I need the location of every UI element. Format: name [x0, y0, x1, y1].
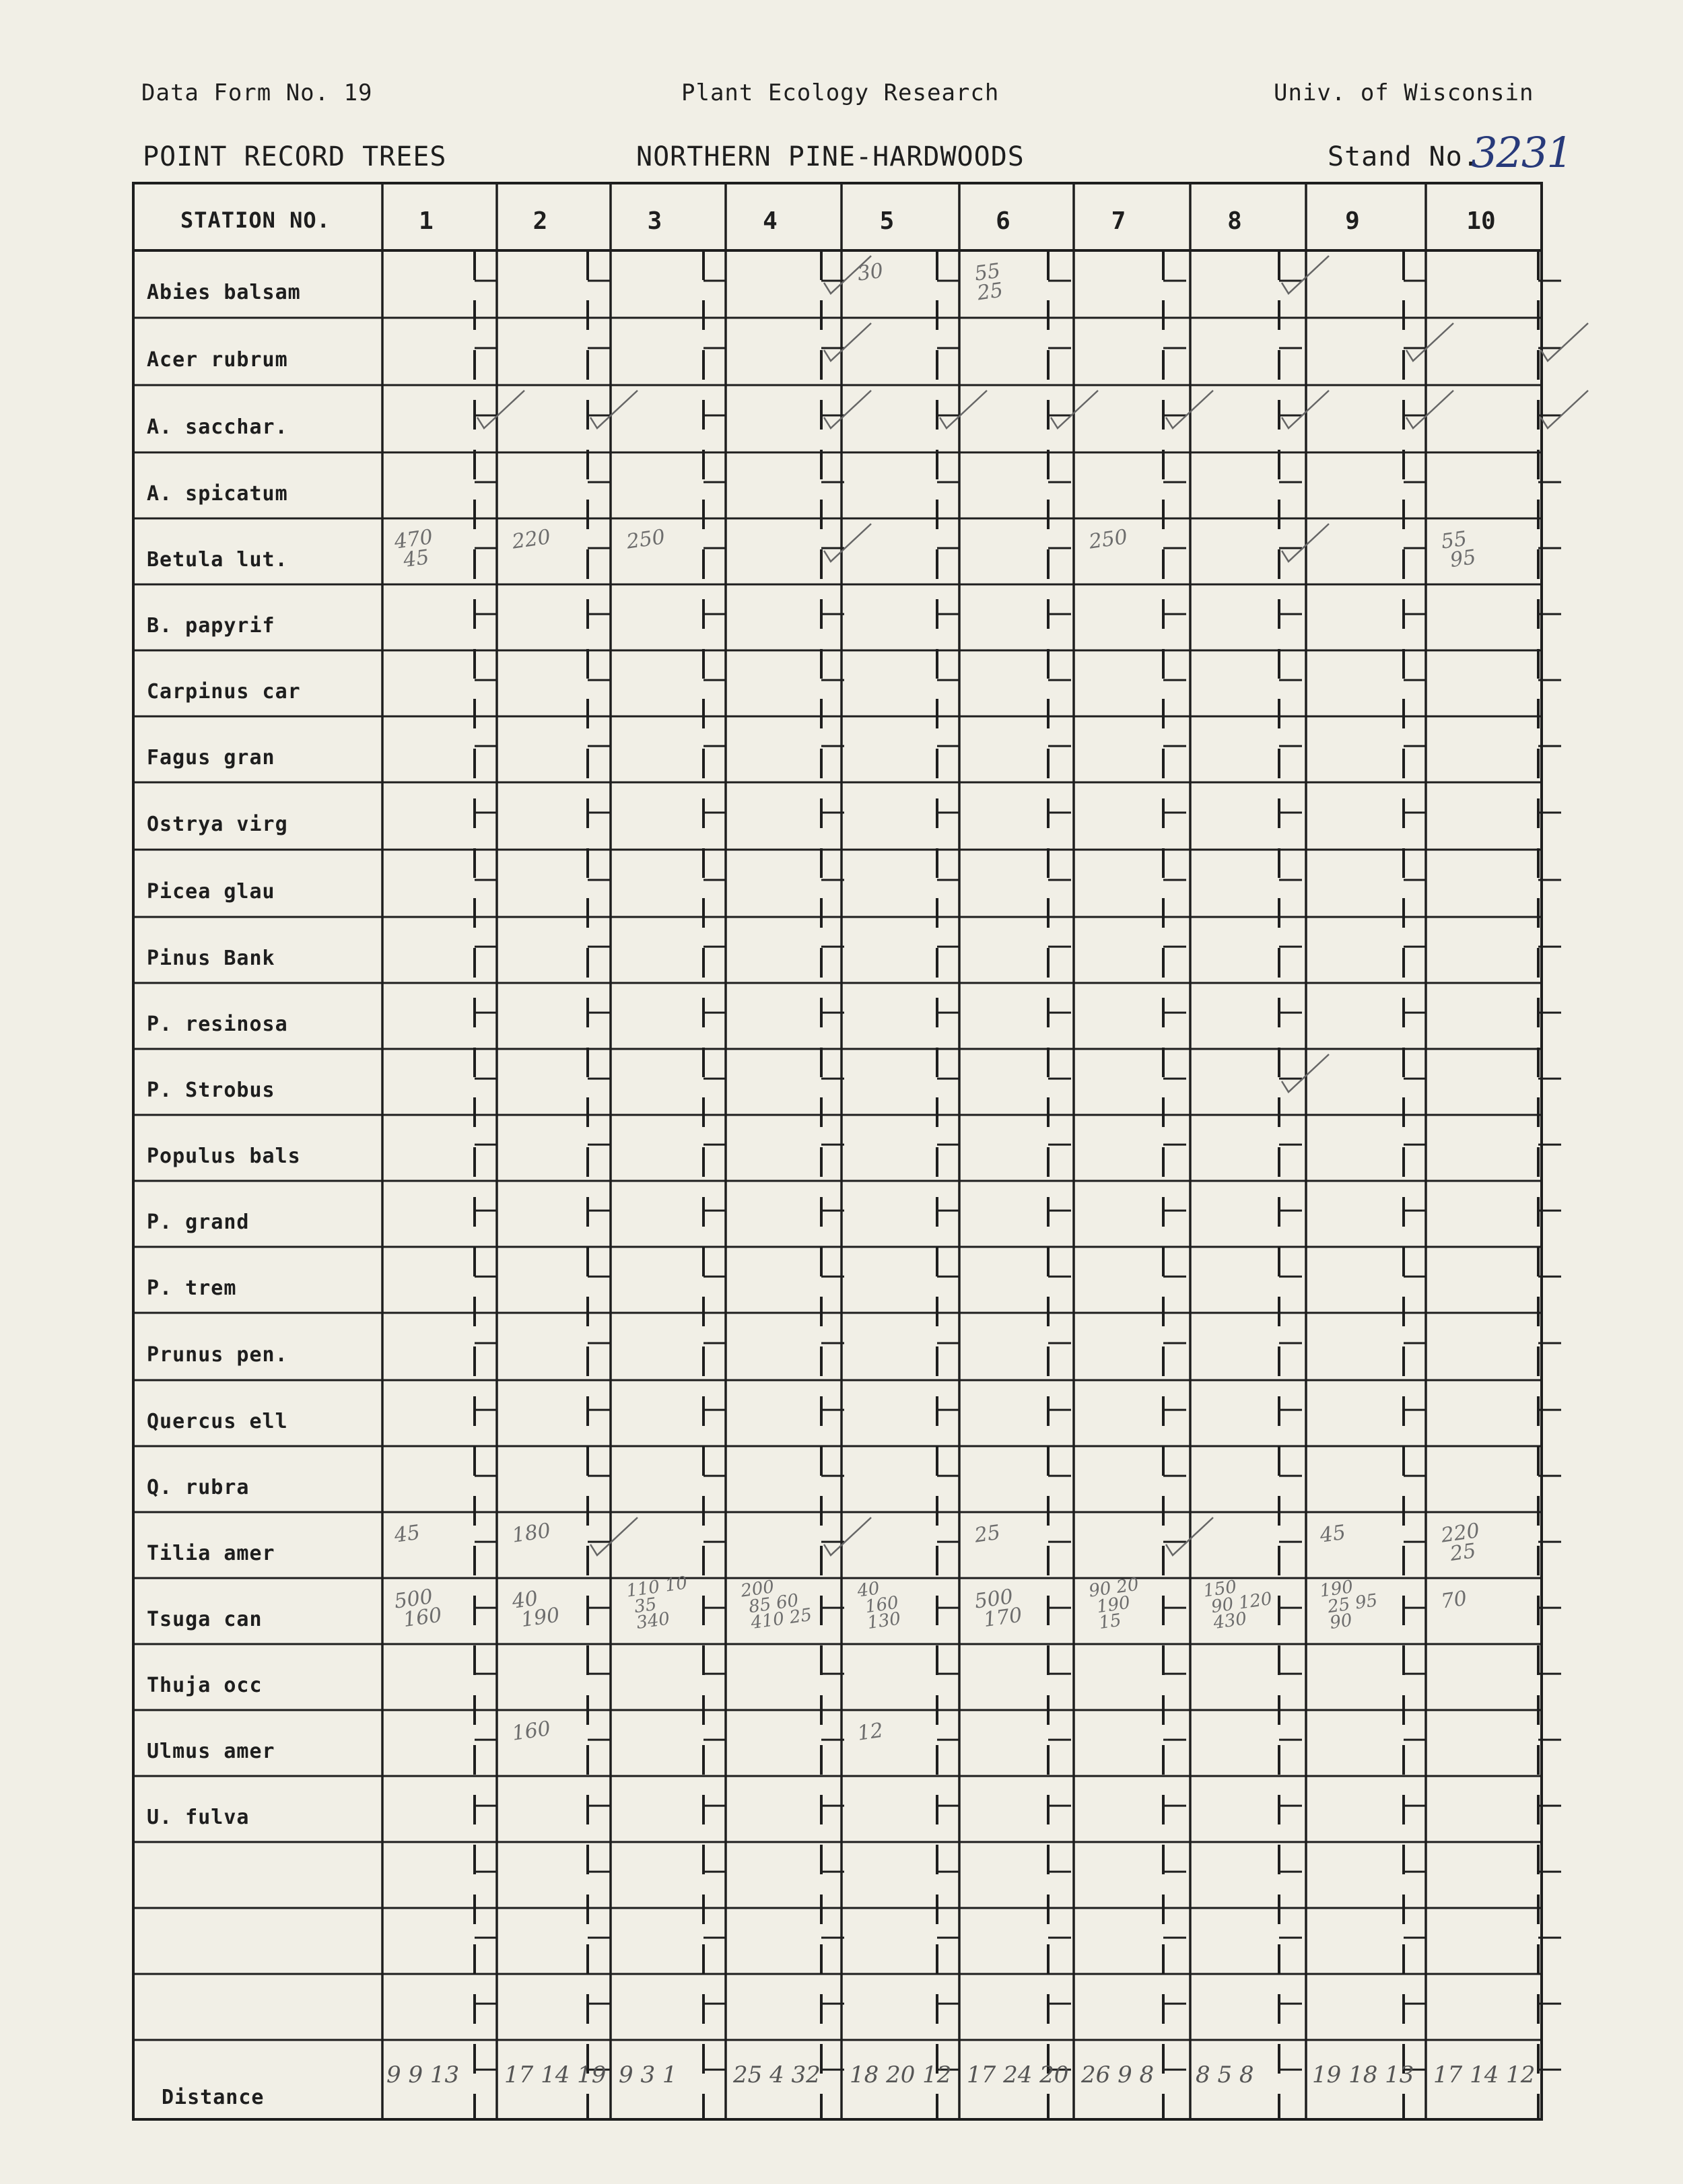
checkmark [824, 524, 871, 561]
species-label: Tilia amer [147, 1542, 275, 1566]
forest-type-title: NORTHERN PINE-HARDWOODS [636, 141, 1025, 172]
distance-label: Distance [162, 2086, 265, 2109]
handwritten-entry: 250 [1087, 525, 1130, 554]
handwritten-entry: 40 190 [510, 1586, 561, 1633]
species-label: Ulmus amer [147, 1740, 275, 1764]
distance-value: 19 18 13 [1312, 2061, 1414, 2088]
handwritten-entry: 160 [510, 1717, 553, 1746]
station-number: 2 [533, 207, 548, 235]
station-number: 9 [1345, 207, 1360, 235]
species-label: Carpinus car [147, 680, 301, 704]
checkmark [590, 390, 638, 428]
handwritten-entry: 220 25 [1439, 1519, 1482, 1567]
handwritten-entry: 180 [510, 1519, 553, 1548]
checkmark [590, 1517, 638, 1555]
species-label: A. sacchar. [147, 415, 288, 439]
checkmark [477, 390, 524, 428]
station-number: 6 [996, 207, 1010, 235]
station-number: 7 [1111, 207, 1126, 235]
checkmark [824, 390, 871, 428]
species-label: U. fulva [147, 1806, 250, 1830]
station-number: 10 [1466, 207, 1496, 235]
form-number: Data Form No. 19 [141, 79, 373, 106]
species-label: A. spicatum [147, 482, 288, 506]
species-label: P. resinosa [147, 1013, 288, 1037]
stand-number: 3231 [1471, 128, 1572, 177]
species-label: P. trem [147, 1276, 237, 1301]
handwritten-entry: 45 [1318, 1520, 1348, 1548]
station-number: 8 [1227, 207, 1242, 235]
species-label: Prunus pen. [147, 1343, 288, 1367]
species-label: Fagus gran [147, 746, 275, 770]
checkmark [1406, 323, 1453, 361]
handwritten-entry: 220 [510, 525, 553, 554]
record-type-title: POINT RECORD TREES [143, 141, 447, 172]
handwritten-entry: 250 [625, 525, 667, 554]
handwritten-entry: 40 160 130 [856, 1578, 902, 1635]
handwritten-entry: 500 170 [973, 1585, 1024, 1633]
station-number: 1 [419, 207, 434, 235]
species-label: Picea glau [147, 880, 275, 903]
handwritten-entry: 150 90 120 430 [1202, 1577, 1274, 1635]
species-label: Abies balsam [147, 281, 301, 304]
station-number: 4 [763, 207, 778, 235]
handwritten-entry: 30 [856, 259, 885, 286]
handwritten-entry: 110 10 35 340 [625, 1573, 689, 1635]
handwritten-entry: 55 25 [973, 259, 1005, 305]
distance-value: 17 14 12 [1433, 2061, 1536, 2088]
species-label: P. grand [147, 1210, 250, 1235]
checkmark [824, 1517, 871, 1555]
distance-value: 25 4 32 [733, 2061, 821, 2088]
species-label: Pinus Bank [147, 947, 275, 971]
distance-value: 9 9 13 [386, 2061, 460, 2088]
handwritten-entry: 200 85 60 410 25 [739, 1577, 813, 1635]
handwritten-entry: 45 [392, 1520, 422, 1548]
distance-value: 17 24 20 [967, 2061, 1069, 2088]
station-header: STATION NO. [180, 207, 331, 233]
checkmark [824, 323, 871, 361]
university: Univ. of Wisconsin [1274, 79, 1534, 106]
organization: Plant Ecology Research [681, 79, 1000, 106]
species-label: Betula lut. [147, 548, 288, 572]
distance-value: 17 14 19 [504, 2061, 607, 2088]
checkmark [940, 390, 987, 428]
checkmark [1406, 390, 1453, 428]
species-label: Acer rubrum [147, 348, 288, 372]
handwritten-entry: 25 [973, 1520, 1002, 1548]
handwritten-entry: 55 95 [1439, 526, 1478, 573]
station-number: 3 [647, 207, 662, 235]
distance-value: 26 9 8 [1081, 2061, 1155, 2088]
handwritten-entry: 90 20 190 15 [1087, 1574, 1140, 1635]
handwritten-entry: 70 [1439, 1586, 1469, 1614]
checkmark [1541, 323, 1588, 361]
species-label: Tsuga can [147, 1608, 263, 1632]
species-label: Quercus ell [147, 1410, 288, 1434]
species-label: Populus bals [147, 1145, 301, 1169]
distance-value: 18 20 12 [850, 2061, 952, 2088]
species-label: Thuja occ [147, 1674, 263, 1698]
handwritten-entry: 470 45 [392, 525, 435, 573]
distance-value: 8 5 8 [1196, 2061, 1254, 2088]
table-border [133, 183, 1542, 2119]
stand-label: Stand No. [1328, 141, 1480, 172]
species-label: Q. rubra [147, 1476, 250, 1500]
distance-value: 9 3 1 [619, 2061, 677, 2088]
species-label: P. Strobus [147, 1079, 275, 1103]
station-number: 5 [879, 207, 895, 235]
species-label: B. papyrif [147, 614, 275, 638]
handwritten-entry: 12 [856, 1718, 885, 1746]
handwritten-entry: 190 25 95 90 [1318, 1577, 1379, 1635]
handwritten-entry: 500 160 [392, 1585, 444, 1633]
checkmark [1541, 390, 1588, 428]
species-label: Ostrya virg [147, 813, 288, 836]
